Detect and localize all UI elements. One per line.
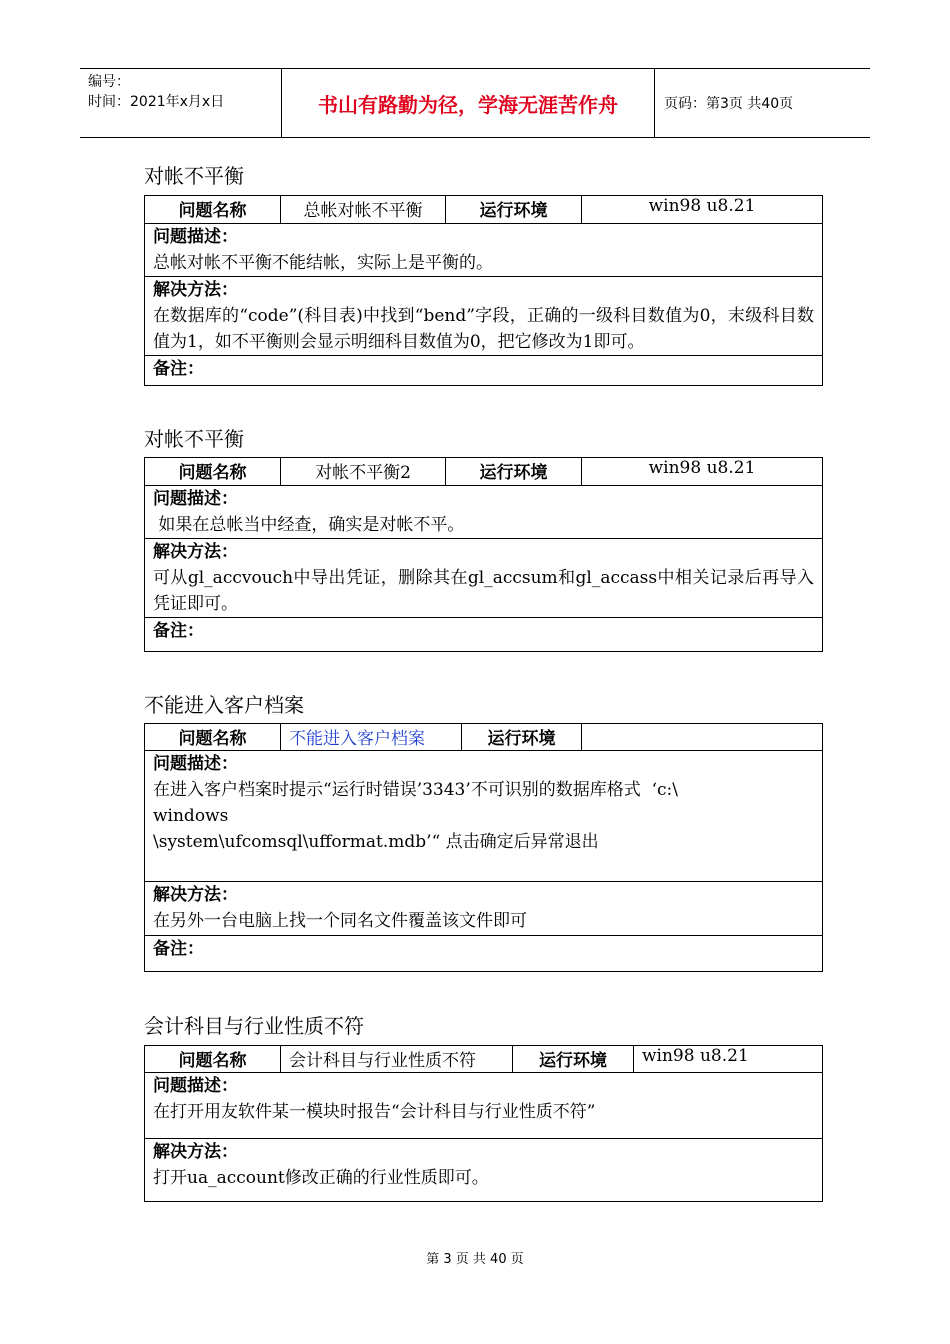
note-label: 备注： bbox=[153, 621, 204, 641]
description-cell bbox=[145, 224, 823, 277]
solution-cell bbox=[145, 1139, 823, 1202]
description-cell bbox=[145, 1073, 823, 1139]
problem-name-label: 问题名称 bbox=[145, 724, 281, 751]
solution-label: 解决方法： bbox=[153, 280, 238, 300]
note-label: 备注： bbox=[153, 939, 204, 959]
env-label: 运行环境 bbox=[513, 1046, 634, 1073]
code-label: 编号： bbox=[88, 74, 130, 90]
solution-text: 在另外一台电脑上找一个同名文件覆盖该文件即可 bbox=[153, 911, 527, 931]
header-meta bbox=[80, 69, 280, 137]
problem-name-value: 不能进入客户档案 bbox=[281, 724, 462, 751]
solution-text: 在数据库的“code”(科目表)中找到“bend”字段，正确的一级科目数值为0，末级科目数值为1，如不平衡则会显示明细科目数值为0，把它修改为1即可。 bbox=[153, 306, 814, 352]
note-cell bbox=[145, 936, 823, 972]
description-label: 问题描述： bbox=[153, 227, 238, 247]
section-title: 不能进入客户档案 bbox=[144, 693, 304, 717]
solution-cell bbox=[145, 277, 823, 356]
page-header bbox=[80, 68, 870, 138]
description-line: 在进入客户档案时提示“运行时错误’3343’不可识别的数据库格式 ‘c:\ bbox=[153, 780, 678, 800]
description-cell bbox=[145, 486, 823, 539]
issue-table bbox=[144, 723, 823, 972]
issue-table bbox=[144, 195, 823, 386]
problem-name-value: 对帐不平衡2 bbox=[281, 458, 446, 486]
note-cell bbox=[145, 618, 823, 652]
description-text: 如果在总帐当中经查，确实是对帐不平。 bbox=[153, 515, 465, 535]
solution-cell bbox=[145, 882, 823, 936]
section-title: 会计科目与行业性质不符 bbox=[144, 1014, 364, 1038]
description-line: windows bbox=[153, 806, 229, 826]
env-label: 运行环境 bbox=[462, 724, 582, 751]
solution-cell bbox=[145, 539, 823, 618]
issue-table bbox=[144, 457, 823, 652]
solution-text: 打开ua_account修改正确的行业性质即可。 bbox=[153, 1168, 489, 1188]
note-label: 备注： bbox=[153, 359, 204, 379]
description-label: 问题描述： bbox=[153, 1076, 238, 1096]
env-value: win98 u8.21 bbox=[634, 1046, 823, 1073]
description-label: 问题描述： bbox=[153, 754, 238, 774]
section-title: 对帐不平衡 bbox=[144, 164, 244, 188]
solution-label: 解决方法： bbox=[153, 542, 238, 562]
page-footer: 第 3 页 共 40 页 bbox=[426, 1252, 524, 1267]
problem-name-value: 总帐对帐不平衡 bbox=[281, 196, 446, 224]
description-text: 在打开用友软件某一模块时报告“会计科目与行业性质不符” bbox=[153, 1102, 596, 1122]
env-value: win98 u8.21 bbox=[582, 196, 823, 224]
problem-name-label: 问题名称 bbox=[145, 1046, 281, 1073]
note-cell bbox=[145, 356, 823, 386]
env-label: 运行环境 bbox=[446, 196, 582, 224]
description-label: 问题描述： bbox=[153, 489, 238, 509]
solution-text: 可从gl_accvouch中导出凭证，删除其在gl_accsum和gl_accass中相关记录后再导入凭证即可。 bbox=[153, 568, 814, 614]
problem-name-value: 会计科目与行业性质不符 bbox=[281, 1046, 513, 1073]
solution-label: 解决方法： bbox=[153, 885, 238, 905]
description-line: \system\ufcomsql\ufformat.mdb’“ 点击确定后异常退出 bbox=[153, 832, 599, 852]
header-page-number: 页码：第3页 共40页 bbox=[664, 96, 794, 112]
description-text: 总帐对帐不平衡不能结帐，实际上是平衡的。 bbox=[153, 253, 493, 273]
issue-table bbox=[144, 1045, 823, 1202]
problem-name-label: 问题名称 bbox=[145, 458, 281, 486]
env-value: win98 u8.21 bbox=[582, 458, 823, 486]
section-title: 对帐不平衡 bbox=[144, 427, 244, 451]
header-motto: 书山有路勤为径，学海无涯苦作舟 bbox=[281, 69, 655, 137]
description-cell bbox=[145, 751, 823, 882]
solution-label: 解决方法： bbox=[153, 1142, 238, 1162]
time-label: 时间：2021年x月x日 bbox=[88, 94, 225, 110]
env-value bbox=[582, 724, 823, 751]
env-label: 运行环境 bbox=[446, 458, 582, 486]
problem-name-label: 问题名称 bbox=[145, 196, 281, 224]
